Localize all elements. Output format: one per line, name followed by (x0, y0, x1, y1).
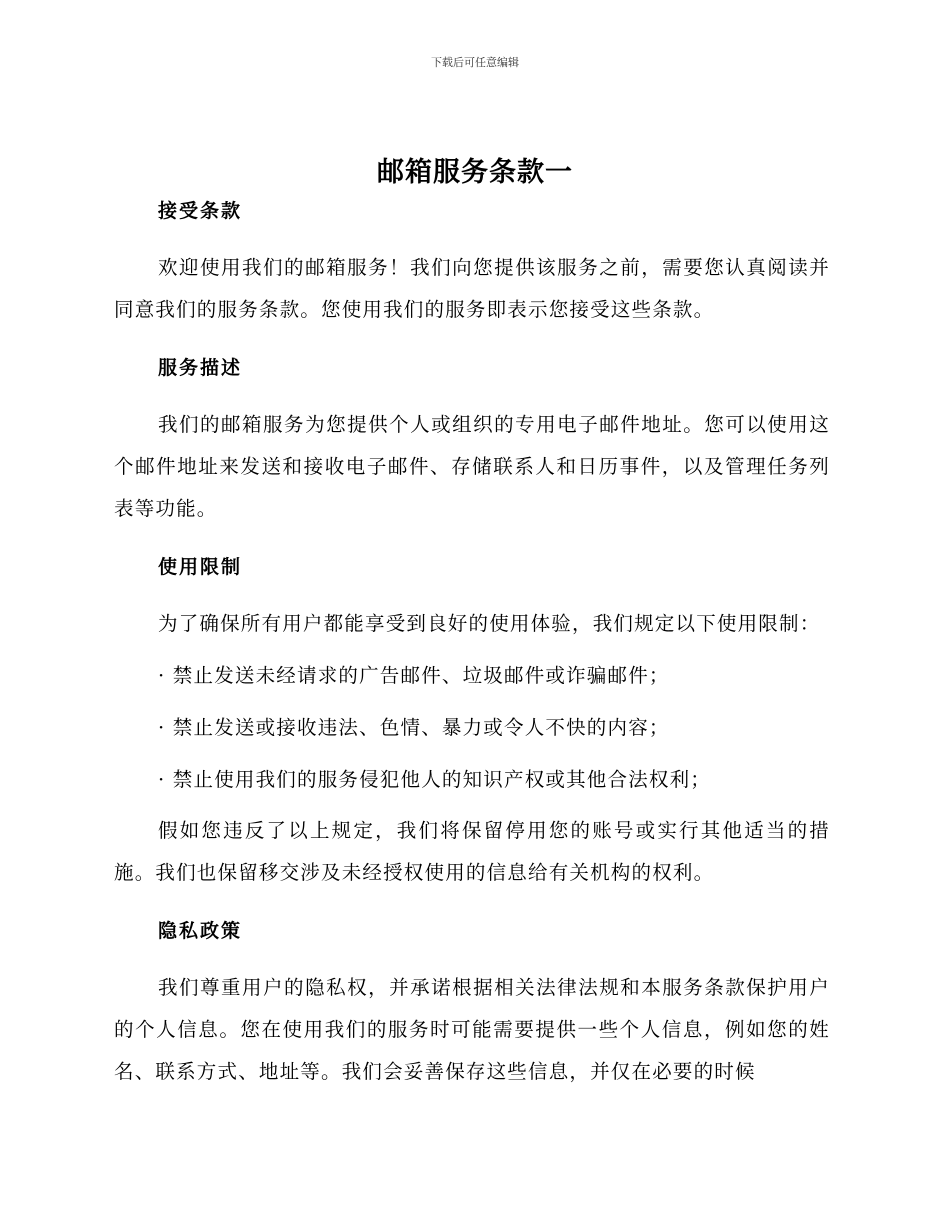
list-item: · 禁止发送未经请求的广告邮件、垃圾邮件或诈骗邮件； (158, 664, 670, 687)
section-heading-usage-limits: 使用限制 (158, 556, 243, 578)
section-heading-accept-terms: 接受条款 (158, 200, 243, 222)
document-title: 邮箱服务条款一 (377, 157, 573, 188)
section-heading-service-description: 服务描述 (158, 357, 243, 379)
paragraph-usage-limits-intro: 为了确保所有用户都能享受到良好的使用体验，我们规定以下使用限制： (158, 612, 821, 635)
paragraph-privacy-policy: 我们尊重用户的隐私权，并承诺根据相关法律法规和本服务条款保护用户的个人信息。您在使用我们的服务时可能需要提供一些个人信息，例如您的姓名、联系方式、地址等。我们会妥善保存这些信息，并仅在必要的时候 (114, 976, 830, 1083)
section-heading-privacy-policy: 隐私政策 (158, 920, 243, 942)
page-header-note: 下载后可任意编辑 (431, 56, 519, 69)
paragraph-service-description: 我们的邮箱服务为您提供个人或组织的专用电子邮件地址。您可以使用这个邮件地址来发送和接收电子邮件、存储联系人和日历事件，以及管理任务列表等功能。 (114, 413, 830, 520)
list-item: · 禁止发送或接收违法、色情、暴力或令人不快的内容； (158, 716, 670, 739)
document-body (114, 196, 830, 1093)
paragraph-usage-limits-outro: 假如您违反了以上规定，我们将保留停用您的账号或实行其他适当的措施。我们也保留移交涉及未经授权使用的信息给有关机构的权利。 (114, 819, 830, 884)
list-item: · 禁止使用我们的服务侵犯他人的知识产权或其他合法权利； (158, 768, 711, 791)
paragraph-accept-terms: 欢迎使用我们的邮箱服务！我们向您提供该服务之前，需要您认真阅读并同意我们的服务条款。您使用我们的服务即表示您接受这些条款。 (114, 256, 830, 321)
